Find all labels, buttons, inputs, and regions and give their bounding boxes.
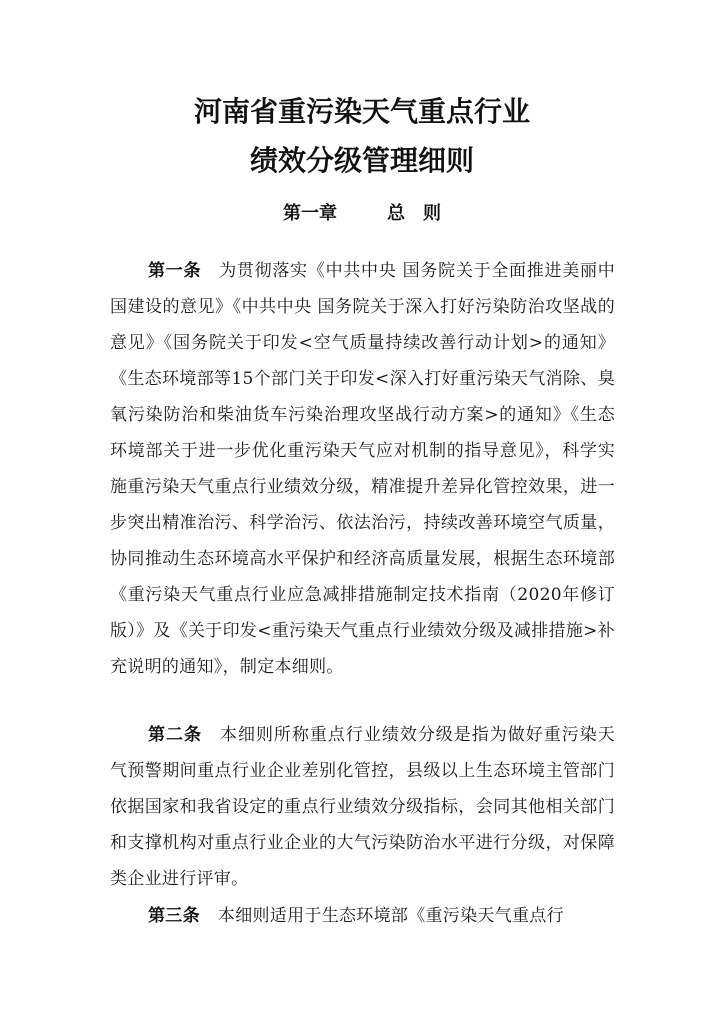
chapter-heading [0,200,724,228]
document-title-line-1: 河南省重污染天气重点行业 [193,95,530,128]
article-label: 第三条 [148,906,200,926]
chapter-name: 总 则 [387,203,441,224]
article-text: 为贯彻落实《中共中央 国务院关于全面推进美丽中国建设的意见》《中共中央 国务院关于深入打好污染防治攻坚战的意见》《国务院关于印发<空气质量持续改善行动计划>的通知》《生态环境部等15个部门关于印发<深入打好重污染天气消除、臭氧污染防治和柴油货车污染治理攻坚战行动方案>的通知》《生态环境部关于进一步优化重污染天气应对机制的指导意见》，科学实施重污染天气重点行业绩效分级，精准提升差异化管控效果，进一步突出精准治污、科学治污、依法治污，持续改善环境空气质量，协同推动生态环境高水平保护和经济高质量发展，根据生态环境部《重污染天气重点行业应急减排措施制定技术指南（2020年修订版）》及《关于印发<重污染天气重点行业绩效分级及减排措施>补充说明的通知》，制定本细则。 [110,261,615,677]
document-title-line-2: 绩效分级管理细则 [249,144,474,177]
article-text: 本细则适用于生态环境部《重污染天气重点行 [217,906,564,926]
article-label: 第二条 [148,725,202,745]
article-paragraph [110,898,615,934]
chapter-number: 第一章 [283,203,337,224]
article-paragraph [110,253,615,685]
article-label: 第一条 [148,261,202,281]
article-paragraph [110,717,615,897]
article-text: 本细则所称重点行业绩效分级是指为做好重污染天气预警期间重点行业企业差别化管控，县级以上生态环境主管部门依据国家和我省设定的重点行业绩效分级指标，会同其他相关部门和支撑机构对重点行业企业的大气污染防治水平进行分级，对保障类企业进行评审。 [110,725,615,889]
